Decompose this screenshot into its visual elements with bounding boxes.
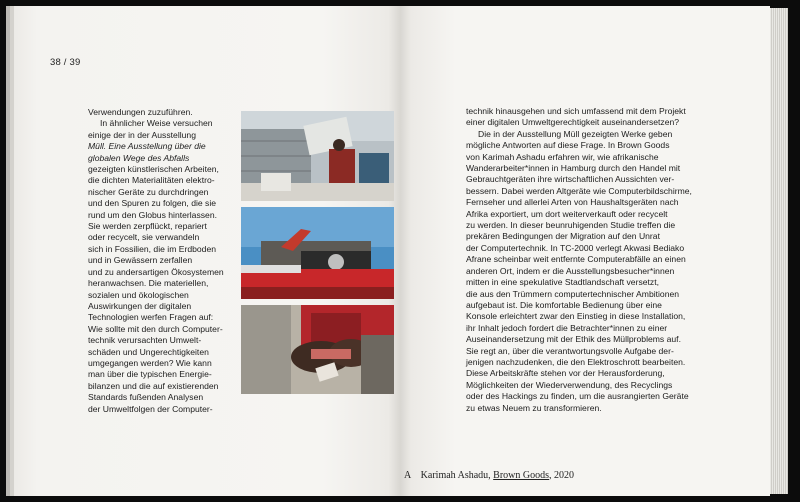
text-line: Standards fußenden Analysen — [88, 392, 204, 403]
text-line: der Computertechnik. In TC-2000 verlegt Akwasi Bediako — [466, 242, 685, 253]
text-line: und zu andersartigen Ökosystemen — [88, 266, 224, 277]
text-line: ihr Inhalt jedoch fordert die Betrachter*innen zu einer — [466, 322, 668, 333]
text-line: Auswirkungen der digitalen — [88, 300, 192, 311]
photo-loading-crt-monitor — [241, 111, 394, 201]
text-line: rund um den Globus hinterlassen. — [88, 209, 217, 220]
text-line: Auseinandersetzung mit der Ethik des Müllproblems auf. — [466, 334, 681, 345]
book-spread — [6, 6, 794, 496]
left-page — [14, 6, 400, 496]
page-edges — [770, 8, 788, 494]
caption-author: Karimah Ashadu, — [420, 470, 491, 481]
right-page — [400, 6, 770, 496]
text-line: Müll. Eine Ausstellung über die — [88, 141, 206, 152]
text-line: Möglichkeiten der Wiederverwendung, des Recyclings — [466, 379, 673, 390]
text-line: und in Gewässern zerfallen — [88, 255, 193, 266]
text-line: Diese Arbeitskräfte stehen vor der Herausforderung, — [466, 368, 665, 379]
photo-red-car-roof-rack — [241, 207, 394, 299]
text-line: Afrane scheinbar weit entfernte Computerabfälle an einen — [466, 254, 686, 265]
text-line: gezeigten künstlerischen Arbeiten, — [88, 164, 219, 175]
text-line: prekären Bedingungen der Migration auf den Unrat — [466, 231, 660, 242]
page-number: 38 / 39 — [50, 57, 81, 68]
text-line: Afrika exportiert, um dort weiterverkauft oder recycelt — [466, 208, 668, 219]
text-line: technik verursachten Umwelt- — [88, 335, 202, 346]
figure-caption — [404, 470, 574, 481]
text-line: bessern. Dabei werden Altgeräte wie Computerbildschirme, — [466, 185, 692, 196]
text-line: Wie sollte mit den durch Computer- — [88, 323, 223, 334]
text-line: einige der in der Ausstellung — [88, 129, 196, 140]
text-line: schäden und Ungerechtigkeiten — [88, 346, 209, 357]
text-line: umgegangen werden? Wie kann — [88, 357, 212, 368]
text-line: mitten in eine spekulative Stadtlandschaft versetzt, — [466, 277, 659, 288]
text-line: sozialen und ökologischen — [88, 289, 189, 300]
text-line: nischer Geräte zu durchdringen — [88, 186, 209, 197]
text-line: oder recycelt, sie verwandeln — [88, 232, 200, 243]
text-line: der Umweltfolgen der Computer- — [88, 403, 213, 414]
text-line: oder des Hackings zu finden, um die ausrangierten Geräte — [466, 391, 689, 402]
text-line: mögliche Antworten auf diese Frage. In Brown Goods — [466, 140, 670, 151]
text-line: In ähnlicher Weise versuchen — [100, 118, 213, 129]
text-line: Fernseher und allerlei Arten von Haushaltsgeräten nach — [466, 197, 679, 208]
text-line: Sie regt an, über die verantwortungsvolle Aufgabe der- — [466, 345, 674, 356]
text-line: zu werden. In dieser beunruhigenden Studie treffen die — [466, 220, 676, 231]
left-text-column — [88, 107, 240, 415]
right-text-column — [466, 106, 728, 414]
text-line: zu etwas Neuem zu transformieren. — [466, 402, 602, 413]
text-line: anderen Ort, indem er die Ausstellungsbesucher*innen — [466, 265, 675, 276]
text-line: technik hinausgehen und sich umfassend mit dem Projekt — [466, 106, 686, 116]
text-line: aufgebaut ist. Die komfortable Bedienung über eine — [466, 299, 662, 310]
caption-marker: A — [404, 470, 411, 481]
text-line: Verwendungen zuzuführen. — [88, 107, 193, 117]
text-line: Sie werden zerpflückt, repariert — [88, 221, 207, 232]
text-line: die aus den Trümmern computertechnischer Ambitionen — [466, 288, 680, 299]
text-line: Technologien werfen Fragen auf: — [88, 312, 214, 323]
photo-hands-counting-money — [241, 305, 394, 394]
text-line: Gebrauchtgeräten ihre wirtschaftlichen Aussichten ver- — [466, 174, 675, 185]
text-line: Wanderarbeiter*innen in Hamburg durch den Handel mit — [466, 163, 681, 174]
text-line: globalen Wege des Abfalls — [88, 152, 190, 163]
text-line: heranwachsen. Die materiellen, — [88, 278, 209, 289]
text-line: jenigen nachzudenken, die den Elektroschrott bearbeiten. — [466, 356, 686, 367]
text-line: bilanzen und die auf existierenden — [88, 380, 219, 391]
text-line: man über die typischen Energie- — [88, 369, 212, 380]
text-line: die dichten Materialitäten elektro- — [88, 175, 215, 186]
text-line: einer digitalen Umweltgerechtigkeit auseinandersetzen? — [466, 117, 680, 128]
text-line: Konsole erleichtert zwar den Einstieg in diese Installation, — [466, 311, 686, 322]
text-line: sich in Fossilien, die im Erdboden — [88, 243, 217, 254]
caption-title: Brown Goods — [493, 470, 550, 481]
caption-year: , 2020 — [549, 470, 575, 481]
text-line: und den Spuren zu folgen, die sie — [88, 198, 217, 209]
text-line: Die in der Ausstellung Müll gezeigten Werke geben — [478, 128, 673, 139]
text-line: von Karimah Ashadu erfahren wir, wie afrikanische — [466, 151, 659, 162]
